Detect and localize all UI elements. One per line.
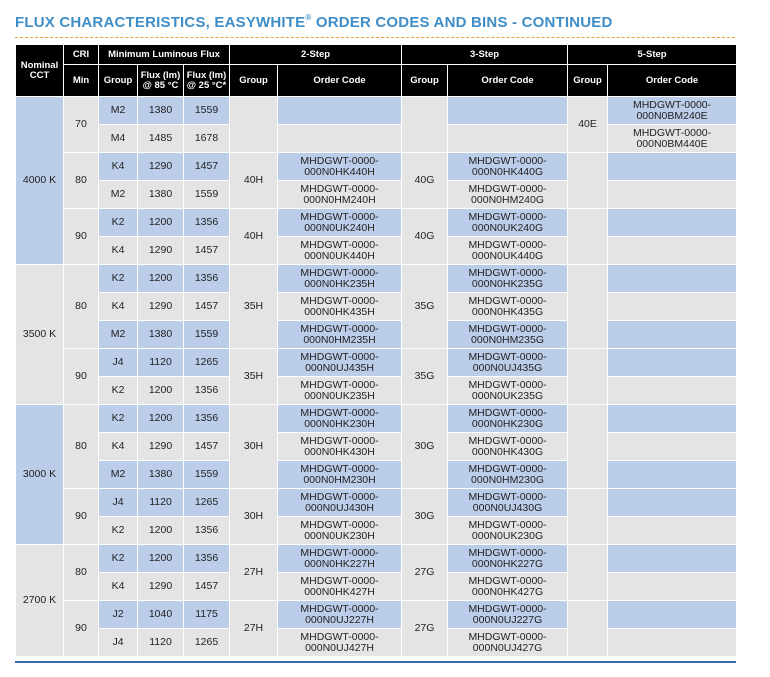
bottom-divider [15, 661, 736, 663]
flux-25-cell: 1559 [184, 321, 230, 349]
title-text: FLUX CHARACTERISTICS, EASYWHITE [15, 14, 306, 31]
flux-85-cell: 1380 [138, 321, 184, 349]
three-step-order-code-line1: MHDGWT-0000- [468, 462, 547, 475]
two-step-order-code-line1: MHDGWT-0000- [300, 210, 379, 223]
three-step-order-code [448, 377, 568, 405]
table-row [16, 405, 737, 433]
table-body [16, 97, 737, 657]
cri-min-cell: 70 [64, 97, 99, 153]
flux-25-cell: 1457 [184, 293, 230, 321]
three-step-order-code [448, 321, 568, 349]
flux-85-cell: 1200 [138, 405, 184, 433]
flux-group-cell: M2 [99, 321, 138, 349]
flux-group-cell: K2 [99, 265, 138, 293]
table-row [16, 517, 737, 545]
flux-25-cell: 1559 [184, 461, 230, 489]
flux-25-cell: 1457 [184, 153, 230, 181]
flux-85-cell: 1200 [138, 545, 184, 573]
table-row [16, 97, 737, 125]
five-step-order-code [608, 321, 737, 349]
three-step-group-cell: 30G [402, 489, 448, 545]
three-step-order-code-line2: 000N0HK230G [471, 417, 544, 430]
two-step-order-code-line2: 000N0HK235H [304, 277, 375, 290]
flux-85-cell: 1120 [138, 489, 184, 517]
registered-mark: ® [305, 13, 312, 22]
table-row [16, 125, 737, 153]
flux-25-cell: 1265 [184, 489, 230, 517]
three-step-order-code [448, 97, 568, 125]
three-step-order-code [448, 545, 568, 573]
five-step-order-code [608, 237, 737, 265]
three-step-order-code-line2: 000N0HK235G [471, 277, 544, 290]
flux-85-cell: 1290 [138, 237, 184, 265]
flux-25-cell: 1356 [184, 545, 230, 573]
header-cri: CRI [64, 45, 99, 65]
cri-min-cell: 90 [64, 349, 99, 405]
header-5-step-order-code: Order Code [608, 65, 737, 97]
two-step-order-code [278, 349, 402, 377]
header-3-step-group: Group [402, 65, 448, 97]
flux-85-cell: 1040 [138, 601, 184, 629]
two-step-order-code-line2: 000N0HK430H [304, 445, 375, 458]
five-step-order-code [608, 377, 737, 405]
two-step-order-code-line1: MHDGWT-0000- [300, 434, 379, 447]
two-step-order-code [278, 461, 402, 489]
five-step-order-code [608, 405, 737, 433]
flux-group-cell: K4 [99, 433, 138, 461]
two-step-order-code-line1: MHDGWT-0000- [300, 378, 379, 391]
table-row [16, 629, 737, 657]
five-step-order-code [608, 461, 737, 489]
flux-25-cell: 1356 [184, 265, 230, 293]
two-step-order-code [278, 433, 402, 461]
three-step-order-code-line1: MHDGWT-0000- [468, 350, 547, 363]
two-step-order-code-line2: 000N0UJ427H [305, 641, 374, 654]
header-3-step-order-code: Order Code [448, 65, 568, 97]
three-step-order-code-line2: 000N0HK440G [471, 165, 544, 178]
two-step-order-code-line2: 000N0HK427H [304, 585, 375, 598]
five-step-order-code [608, 97, 737, 125]
three-step-group-cell: 27G [402, 545, 448, 601]
flux-85-cell: 1120 [138, 349, 184, 377]
flux-group-cell: M2 [99, 461, 138, 489]
five-step-group-cell [568, 349, 608, 405]
flux-group-cell: J4 [99, 489, 138, 517]
three-step-group-cell: 40G [402, 153, 448, 209]
two-step-order-code [278, 573, 402, 601]
page-title [15, 14, 613, 31]
table-row [16, 349, 737, 377]
three-step-order-code [448, 125, 568, 153]
three-step-order-code-line2: 000N0HM235G [471, 333, 545, 346]
table-row [16, 433, 737, 461]
five-step-order-code [608, 545, 737, 573]
two-step-order-code-line1: MHDGWT-0000- [300, 574, 379, 587]
flux-group-cell: J2 [99, 601, 138, 629]
flux-25-cell: 1175 [184, 601, 230, 629]
flux-25-cell: 1559 [184, 181, 230, 209]
flux-85-cell: 1200 [138, 265, 184, 293]
two-step-group-cell: 27H [230, 601, 278, 657]
flux-group-cell: K2 [99, 517, 138, 545]
five-step-order-code [608, 209, 737, 237]
two-step-order-code [278, 629, 402, 657]
header-2-step-order-code: Order Code [278, 65, 402, 97]
two-step-order-code-line1: MHDGWT-0000- [300, 266, 379, 279]
two-step-order-code-line2: 000N0UJ430H [305, 501, 374, 514]
table-row [16, 601, 737, 629]
two-step-order-code [278, 489, 402, 517]
header-min-flux: Minimum Luminous Flux [99, 45, 230, 65]
flux-group-cell: M2 [99, 97, 138, 125]
five-step-order-code [608, 517, 737, 545]
header-3-step: 3-Step [402, 45, 568, 65]
five-step-order-code [608, 573, 737, 601]
flux-25-cell: 1265 [184, 349, 230, 377]
three-step-order-code-line2: 000N0UK440G [471, 249, 544, 262]
five-step-order-code [608, 125, 737, 153]
two-step-order-code-line2: 000N0HK440H [304, 165, 375, 178]
two-step-order-code [278, 181, 402, 209]
flux-group-cell: M2 [99, 181, 138, 209]
header-group: Group [99, 65, 138, 97]
nominal-cct-cell: 2700 K [16, 545, 64, 657]
two-step-order-code-line1: MHDGWT-0000- [300, 546, 379, 559]
two-step-order-code-line1: MHDGWT-0000- [300, 406, 379, 419]
header-2-step: 2-Step [230, 45, 402, 65]
flux-group-cell: M4 [99, 125, 138, 153]
two-step-order-code-line2: 000N0HM235H [303, 333, 376, 346]
three-step-order-code [448, 489, 568, 517]
five-step-order-code-line1: MHDGWT-0000- [632, 98, 712, 111]
two-step-order-code-line1: MHDGWT-0000- [300, 462, 379, 475]
three-step-order-code-line1: MHDGWT-0000- [468, 294, 547, 307]
flux-25-cell: 1559 [184, 97, 230, 125]
two-step-order-code [278, 209, 402, 237]
three-step-order-code-line1: MHDGWT-0000- [468, 154, 547, 167]
three-step-order-code-line2: 000N0HK227G [471, 557, 544, 570]
table-row [16, 321, 737, 349]
three-step-order-code [448, 629, 568, 657]
three-step-group-cell [402, 97, 448, 153]
title-rest: ORDER CODES AND BINS - CONTINUED [311, 14, 613, 31]
five-step-order-code [608, 293, 737, 321]
nominal-cct-cell: 4000 K [16, 97, 64, 265]
three-step-order-code [448, 601, 568, 629]
three-step-order-code-line1: MHDGWT-0000- [468, 322, 547, 335]
two-step-group-cell: 40H [230, 153, 278, 209]
table-row [16, 573, 737, 601]
three-step-order-code [448, 293, 568, 321]
two-step-order-code-line2: 000N0UJ227H [305, 613, 374, 626]
three-step-order-code-line1: MHDGWT-0000- [468, 378, 547, 391]
two-step-group-cell: 35H [230, 349, 278, 405]
two-step-group-cell: 27H [230, 545, 278, 601]
header-flux-25-line2: @ 25 °C* [186, 79, 227, 91]
five-step-order-code [608, 601, 737, 629]
three-step-order-code [448, 237, 568, 265]
five-step-group-cell: 40E [568, 97, 608, 153]
header-row-1 [16, 45, 737, 65]
three-step-group-cell: 27G [402, 601, 448, 657]
three-step-order-code-line2: 000N0UK235G [471, 389, 544, 402]
table-row [16, 237, 737, 265]
three-step-order-code-line2: 000N0HM230G [471, 473, 545, 486]
three-step-order-code-line2: 000N0UJ435G [472, 361, 543, 374]
flux-25-cell: 1457 [184, 237, 230, 265]
three-step-order-code [448, 517, 568, 545]
header-flux-25 [184, 65, 230, 97]
five-step-order-code [608, 181, 737, 209]
three-step-order-code [448, 405, 568, 433]
header-5-step-group: Group [568, 65, 608, 97]
five-step-group-cell [568, 545, 608, 601]
two-step-order-code-line1: MHDGWT-0000- [300, 490, 379, 503]
table-row [16, 209, 737, 237]
two-step-order-code-line2: 000N0UK235H [304, 389, 375, 402]
two-step-group-cell [230, 97, 278, 153]
two-step-order-code-line1: MHDGWT-0000- [300, 602, 379, 615]
flux-group-cell: K4 [99, 293, 138, 321]
header-nominal-cct [16, 45, 64, 97]
three-step-order-code-line2: 000N0UJ427G [472, 641, 543, 654]
two-step-order-code [278, 545, 402, 573]
nominal-cct-cell: 3000 K [16, 405, 64, 545]
three-step-order-code-line1: MHDGWT-0000- [468, 518, 547, 531]
two-step-order-code [278, 265, 402, 293]
flux-85-cell: 1200 [138, 209, 184, 237]
cri-min-cell: 80 [64, 265, 99, 349]
flux-25-cell: 1356 [184, 517, 230, 545]
header-flux-85-line2: @ 85 °C [142, 79, 179, 91]
table-row [16, 545, 737, 573]
three-step-order-code-line1: MHDGWT-0000- [468, 406, 547, 419]
three-step-order-code-line2: 000N0UK240G [471, 221, 544, 234]
two-step-order-code-line2: 000N0UK230H [304, 529, 375, 542]
flux-85-cell: 1380 [138, 97, 184, 125]
two-step-order-code-line1: MHDGWT-0000- [300, 630, 379, 643]
title-divider [15, 37, 735, 38]
two-step-order-code-line2: 000N0UK440H [304, 249, 375, 262]
flux-25-cell: 1356 [184, 377, 230, 405]
table-row [16, 461, 737, 489]
five-step-group-cell [568, 265, 608, 349]
three-step-order-code-line1: MHDGWT-0000- [468, 434, 547, 447]
flux-85-cell: 1200 [138, 517, 184, 545]
flux-25-cell: 1356 [184, 209, 230, 237]
five-step-group-cell [568, 153, 608, 209]
three-step-order-code-line2: 000N0HM240G [471, 193, 545, 206]
cri-min-cell: 90 [64, 209, 99, 265]
three-step-order-code-line2: 000N0UJ430G [472, 501, 543, 514]
table-row [16, 265, 737, 293]
three-step-group-cell: 30G [402, 405, 448, 489]
two-step-order-code [278, 125, 402, 153]
flux-85-cell: 1290 [138, 293, 184, 321]
three-step-order-code [448, 153, 568, 181]
flux-group-cell: J4 [99, 629, 138, 657]
cri-min-cell: 80 [64, 405, 99, 489]
two-step-order-code [278, 321, 402, 349]
two-step-order-code-line1: MHDGWT-0000- [300, 518, 379, 531]
five-step-group-cell [568, 601, 608, 657]
two-step-order-code-line2: 000N0UJ435H [305, 361, 374, 374]
table-row [16, 377, 737, 405]
header-nominal-text: Nominal CCT [20, 59, 59, 81]
table-row [16, 153, 737, 181]
two-step-order-code [278, 293, 402, 321]
two-step-order-code [278, 405, 402, 433]
three-step-order-code-line1: MHDGWT-0000- [468, 266, 547, 279]
three-step-order-code-line1: MHDGWT-0000- [468, 238, 547, 251]
two-step-order-code [278, 237, 402, 265]
two-step-order-code-line1: MHDGWT-0000- [300, 182, 379, 195]
five-step-order-code-line2: 000N0BM440E [636, 137, 708, 150]
three-step-order-code [448, 461, 568, 489]
header-flux-25-line1: Flux (lm) [186, 69, 227, 81]
flux-25-cell: 1457 [184, 573, 230, 601]
table-row [16, 181, 737, 209]
cri-min-cell: 80 [64, 153, 99, 209]
table-row [16, 293, 737, 321]
table-row [16, 489, 737, 517]
two-step-order-code [278, 377, 402, 405]
two-step-order-code-line2: 000N0HK230H [304, 417, 375, 430]
two-step-group-cell: 30H [230, 489, 278, 545]
cri-min-cell: 90 [64, 489, 99, 545]
flux-85-cell: 1290 [138, 573, 184, 601]
three-step-order-code-line1: MHDGWT-0000- [468, 182, 547, 195]
flux-25-cell: 1265 [184, 629, 230, 657]
flux-group-cell: K4 [99, 237, 138, 265]
two-step-order-code-line2: 000N0HM240H [303, 193, 376, 206]
three-step-order-code-line1: MHDGWT-0000- [468, 602, 547, 615]
flux-order-code-table [15, 44, 737, 657]
flux-85-cell: 1200 [138, 377, 184, 405]
flux-group-cell: K2 [99, 405, 138, 433]
two-step-order-code [278, 601, 402, 629]
five-step-order-code-line2: 000N0BM240E [636, 109, 708, 122]
five-step-order-code [608, 629, 737, 657]
three-step-order-code-line1: MHDGWT-0000- [468, 210, 547, 223]
flux-85-cell: 1485 [138, 125, 184, 153]
three-step-order-code-line1: MHDGWT-0000- [468, 574, 547, 587]
two-step-order-code-line1: MHDGWT-0000- [300, 350, 379, 363]
header-2-step-group: Group [230, 65, 278, 97]
three-step-order-code [448, 181, 568, 209]
flux-25-cell: 1678 [184, 125, 230, 153]
two-step-order-code-line1: MHDGWT-0000- [300, 238, 379, 251]
five-step-group-cell [568, 209, 608, 265]
flux-25-cell: 1356 [184, 405, 230, 433]
flux-85-cell: 1290 [138, 153, 184, 181]
flux-group-cell: K2 [99, 209, 138, 237]
two-step-order-code-line2: 000N0HK435H [304, 305, 375, 318]
flux-85-cell: 1380 [138, 461, 184, 489]
three-step-order-code-line1: MHDGWT-0000- [468, 546, 547, 559]
flux-group-cell: K4 [99, 573, 138, 601]
five-step-group-cell [568, 405, 608, 489]
two-step-order-code [278, 153, 402, 181]
flux-25-cell: 1457 [184, 433, 230, 461]
flux-group-cell: K4 [99, 153, 138, 181]
header-flux-85 [138, 65, 184, 97]
two-step-order-code-line2: 000N0HM230H [303, 473, 376, 486]
two-step-order-code-line1: MHDGWT-0000- [300, 154, 379, 167]
three-step-order-code [448, 433, 568, 461]
five-step-order-code [608, 349, 737, 377]
nominal-cct-cell: 3500 K [16, 265, 64, 405]
two-step-order-code [278, 97, 402, 125]
cri-min-cell: 80 [64, 545, 99, 601]
two-step-order-code-line2: 000N0HK227H [304, 557, 375, 570]
three-step-order-code-line2: 000N0HK427G [471, 585, 544, 598]
header-5-step: 5-Step [568, 45, 737, 65]
flux-group-cell: K2 [99, 377, 138, 405]
two-step-group-cell: 35H [230, 265, 278, 349]
five-step-order-code [608, 265, 737, 293]
header-flux-85-line1: Flux (lm) [140, 69, 181, 81]
two-step-order-code-line2: 000N0UK240H [304, 221, 375, 234]
flux-group-cell: K2 [99, 545, 138, 573]
header-cri-min: Min [64, 65, 99, 97]
three-step-order-code [448, 209, 568, 237]
three-step-group-cell: 40G [402, 209, 448, 265]
five-step-order-code [608, 433, 737, 461]
two-step-group-cell: 30H [230, 405, 278, 489]
three-step-order-code-line2: 000N0HK430G [471, 445, 544, 458]
flux-85-cell: 1290 [138, 433, 184, 461]
three-step-order-code [448, 349, 568, 377]
five-step-order-code [608, 489, 737, 517]
two-step-order-code-line1: MHDGWT-0000- [300, 294, 379, 307]
three-step-order-code-line2: 000N0HK435G [471, 305, 544, 318]
three-step-order-code-line1: MHDGWT-0000- [468, 630, 547, 643]
five-step-group-cell [568, 489, 608, 545]
cri-min-cell: 90 [64, 601, 99, 657]
three-step-order-code-line2: 000N0UK230G [471, 529, 544, 542]
two-step-group-cell: 40H [230, 209, 278, 265]
flux-85-cell: 1120 [138, 629, 184, 657]
three-step-group-cell: 35G [402, 265, 448, 349]
flux-group-cell: J4 [99, 349, 138, 377]
two-step-order-code-line1: MHDGWT-0000- [300, 322, 379, 335]
three-step-order-code [448, 573, 568, 601]
header-row-2 [16, 65, 737, 97]
five-step-order-code-line1: MHDGWT-0000- [632, 126, 712, 139]
three-step-group-cell: 35G [402, 349, 448, 405]
flux-85-cell: 1380 [138, 181, 184, 209]
three-step-order-code-line2: 000N0UJ227G [472, 613, 543, 626]
three-step-order-code-line1: MHDGWT-0000- [468, 490, 547, 503]
two-step-order-code [278, 517, 402, 545]
five-step-order-code [608, 153, 737, 181]
three-step-order-code [448, 265, 568, 293]
